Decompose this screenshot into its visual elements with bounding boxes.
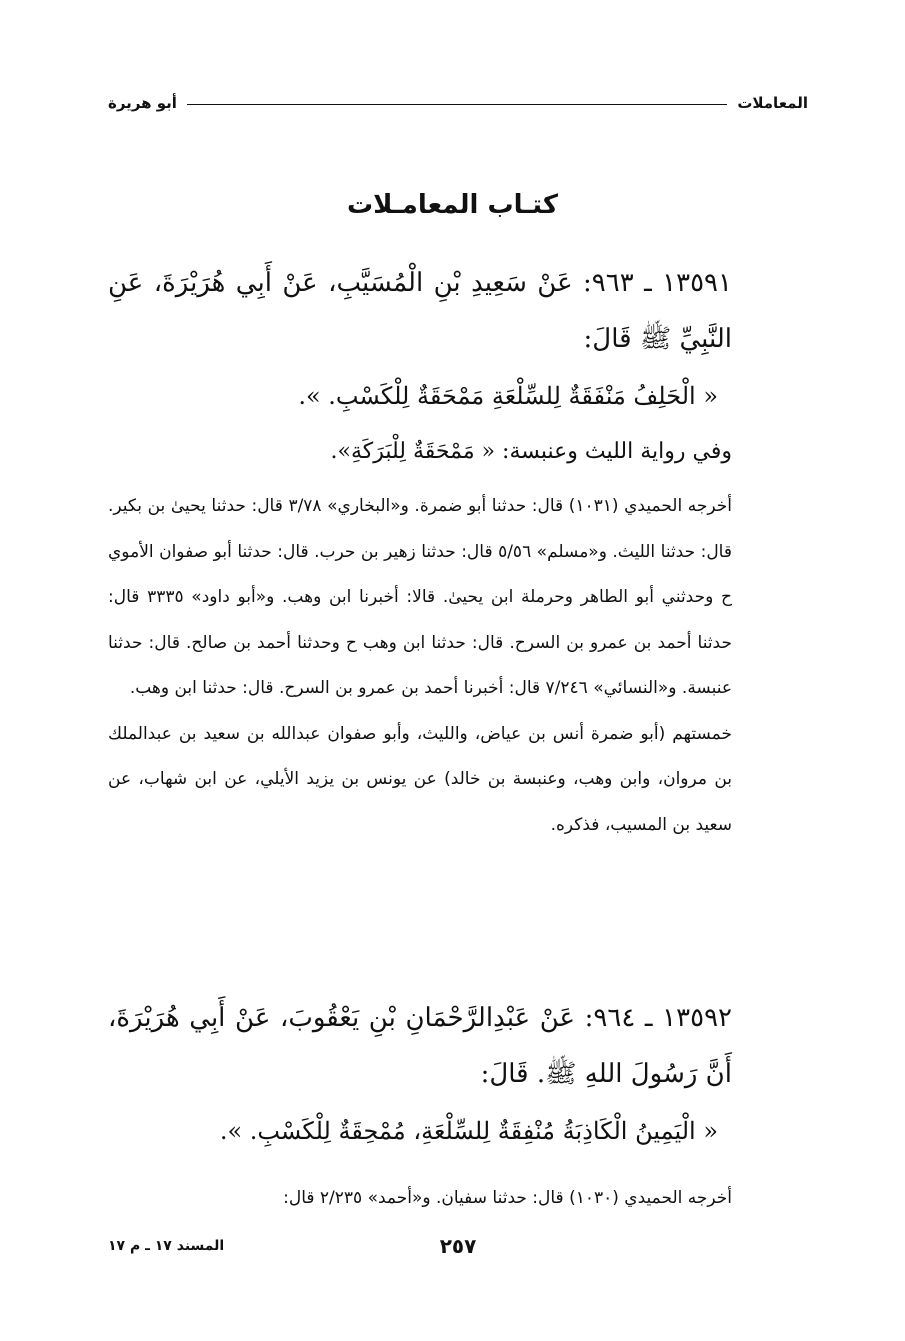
- hadith-text: « الْيَمِينُ الْكَاذِبَةُ مُنْفِقَةٌ لِلسِّلْعَةِ، مُمْحِقَةٌ لِلْكَسْبِ. ».: [219, 1117, 718, 1145]
- hadith-13591: [108, 255, 732, 479]
- hadith-text: « الْحَلِفُ مَنْفَقَةٌ لِلسِّلْعَةِ مَمْحَقَةٌ لِلْكَسْبِ. ».: [298, 382, 718, 410]
- page-number: ٢٥٧: [439, 1234, 477, 1258]
- hadith-variant: وفي رواية الليث وعنبسة: « مَمْحَقَةٌ لِلْبَرَكَةِ».: [330, 439, 732, 464]
- running-head-chapter: المعاملات: [737, 94, 808, 112]
- takhrij-13592: [108, 1176, 732, 1222]
- takhrij-paragraph: خمستهم (أبو ضمرة أنس بن عياض، والليث، وأبو صفوان عبدالله بن سعيد بن عبدالملك بن مروان، وابن وهب، وعنبسة بن خالد) عن يونس بن يزيد الأيلي، عن ابن شهاب، عن سعيد بن المسيب، فذكره.: [108, 723, 732, 835]
- takhrij-13591: [108, 484, 732, 848]
- running-head-rule: [187, 104, 727, 105]
- hadith-heading: ١٣٥٩٢ ـ ٩٦٤: عَنْ عَبْدِالرَّحْمَانِ بْنِ يَعْقُوبَ، عَنْ أَبِي هُرَيْرَةَ، أَنَّ رَسُولَ اللهِ ﷺ. قَالَ:: [108, 1003, 732, 1089]
- takhrij-paragraph: أخرجه الحميدي (١٠٣٠) قال: حدثنا سفيان. و«أحمد» ٢/٢٣٥ قال:: [283, 1188, 732, 1208]
- page-footer: [108, 1234, 808, 1264]
- hadith-heading: ١٣٥٩١ ـ ٩٦٣: عَنْ سَعِيدِ بْنِ الْمُسَيَّبِ، عَنْ أَبِي هُرَيْرَةَ، عَنِ النَّبِيِّ ﷺ قَالَ:: [108, 268, 732, 354]
- book-title: كتـاب المعامـلات: [347, 190, 558, 220]
- running-head: [108, 90, 808, 116]
- running-head-narrator: أبو هريرة: [108, 94, 177, 112]
- signature-mark: المسند ١٧ ـ م ١٧: [108, 1238, 225, 1254]
- hadith-13592: [108, 990, 732, 1160]
- takhrij-paragraph: أخرجه الحميدي (١٠٣١) قال: حدثنا أبو ضمرة. و«البخاري» ٣/٧٨ قال: حدثنا يحيىٰ بن بكير. قال: حدثنا الليث. و«مسلم» ٥/٥٦ قال: حدثنا زهير بن حرب. قال: حدثنا أبو صفوان الأموي ح وحدثني أبو الطاهر وحرملة ابن يحيىٰ. قالا: أخبرنا ابن وهب. و«أبو داود» ٣٣٣٥ قال: حدثنا أحمد بن عمرو بن السرح. قال: حدثنا ابن وهب ح وحدثنا أحمد بن صالح. قال: حدثنا عنبسة. و«النسائي» ٧/٢٤٦ قال: أخبرنا أحمد بن عمرو بن السرح. قال: حدثنا ابن وهب.: [108, 496, 732, 698]
